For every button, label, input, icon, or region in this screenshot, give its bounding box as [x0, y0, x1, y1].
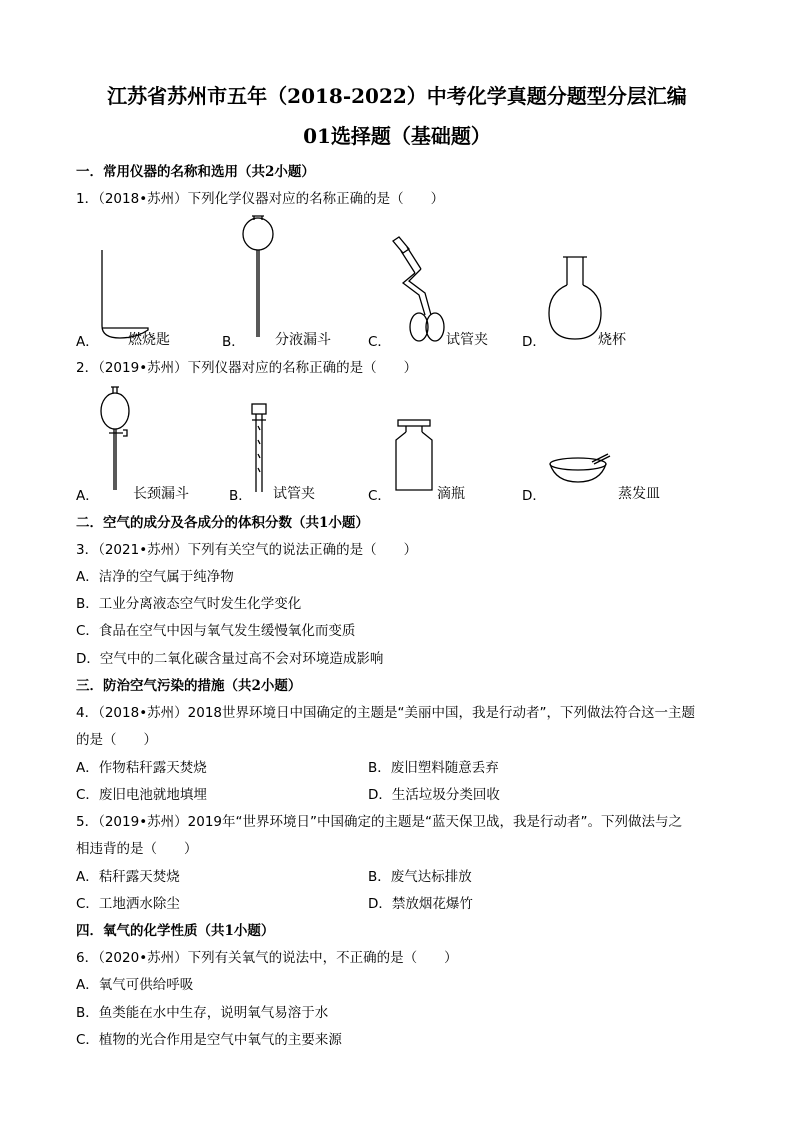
q2-option-b-name: 试管夹 [273, 486, 315, 502]
q1-option-c-letter: C． [368, 334, 391, 350]
evaporating-dish-image [546, 450, 616, 490]
q2-option-d-name: 蒸发皿 [618, 486, 660, 502]
q2-option-a-letter: A． [76, 488, 99, 504]
q1-option-d-letter: D． [522, 334, 546, 350]
q5-option-a: A．秸秆露天焚烧 [76, 869, 180, 885]
q6-option-c: C．植物的光合作用是空气中氧气的主要来源 [76, 1032, 342, 1048]
q4-option-b: B．废旧塑料随意丢弃 [368, 760, 499, 776]
q4-option-d: D．生活垃圾分类回收 [368, 787, 500, 803]
q5-option-b: B．废气达标排放 [368, 869, 472, 885]
question-4-stem-line1: 4．（2018•苏州）2018世界环境日中国确定的主题是“美丽中国，我是行动者”，下列做法符合这一主题 [76, 705, 696, 721]
q2-option-d-letter: D． [522, 488, 546, 504]
q1-option-b-name: 分液漏斗 [275, 332, 331, 348]
q3-option-b: B．工业分离液态空气时发生化学变化 [76, 596, 302, 612]
document-title: 江苏省苏州市五年（2018-2022）中考化学真题分题型分层汇编 [107, 84, 687, 108]
q6-option-b: B．鱼类能在水中生存，说明氧气易溶于水 [76, 1005, 329, 1021]
q1-option-a-name: 燃烧匙 [128, 332, 170, 348]
q2-option-c-letter: C． [368, 488, 391, 504]
round-flask-image [545, 255, 605, 345]
q5-option-d: D．禁放烟花爆竹 [368, 896, 473, 912]
q2-option-b-letter: B． [229, 488, 252, 504]
question-5-stem-line2: 相违背的是（ ） [76, 841, 198, 857]
section-heading-2: 二．空气的成分及各成分的体积分数（共1小题） [76, 515, 369, 531]
q3-option-a: A．洁净的空气属于纯净物 [76, 569, 234, 585]
question-1-stem: 1．（2018•苏州）下列化学仪器对应的名称正确的是（ ） [76, 191, 445, 207]
funnel-with-stopcock-image [95, 385, 140, 495]
q4-option-c: C．废旧电池就地填埋 [76, 787, 207, 803]
q6-option-a: A．氧气可供给呼吸 [76, 977, 194, 993]
question-4-stem-line2: 的是（ ） [76, 732, 157, 748]
question-6-stem: 6．（2020•苏州）下列有关氧气的说法中，不正确的是（ ） [76, 950, 458, 966]
test-tube-holder-image [246, 400, 276, 495]
section-heading-3: 三．防治空气污染的措施（共2小题） [76, 678, 302, 694]
question-2-stem: 2．（2019•苏州）下列仪器对应的名称正确的是（ ） [76, 360, 418, 376]
question-3-stem: 3．（2021•苏州）下列有关空气的说法正确的是（ ） [76, 542, 418, 558]
q5-option-c: C．工地洒水除尘 [76, 896, 180, 912]
tongs-image [385, 235, 455, 345]
q3-option-d: D．空气中的二氧化碳含量过高不会对环境造成影响 [76, 651, 384, 667]
q1-option-a-letter: A． [76, 334, 99, 350]
q1-option-b-letter: B． [222, 334, 245, 350]
separatory-funnel-image [238, 212, 278, 342]
q3-option-c: C．食品在空气中因与氧气发生缓慢氧化而变质 [76, 623, 356, 639]
q1-option-d-name: 烧杯 [598, 332, 626, 348]
q2-option-c-name: 滴瓶 [437, 486, 465, 502]
q1-option-c-name: 试管夹 [446, 332, 488, 348]
section-heading-1: 一．常用仪器的名称和选用（共2小题） [76, 164, 315, 180]
q2-option-a-name: 长颈漏斗 [133, 486, 189, 502]
section-heading-4: 四．氧气的化学性质（共1小题） [76, 923, 275, 939]
document-subtitle: 01选择题（基础题） [303, 124, 491, 148]
question-5-stem-line1: 5．（2019•苏州）2019年“世界环境日”中国确定的主题是“蓝天保卫战，我是行动者”。下列做法与之 [76, 814, 682, 830]
q4-option-a: A．作物秸秆露天焚烧 [76, 760, 207, 776]
reagent-bottle-image [392, 418, 437, 493]
